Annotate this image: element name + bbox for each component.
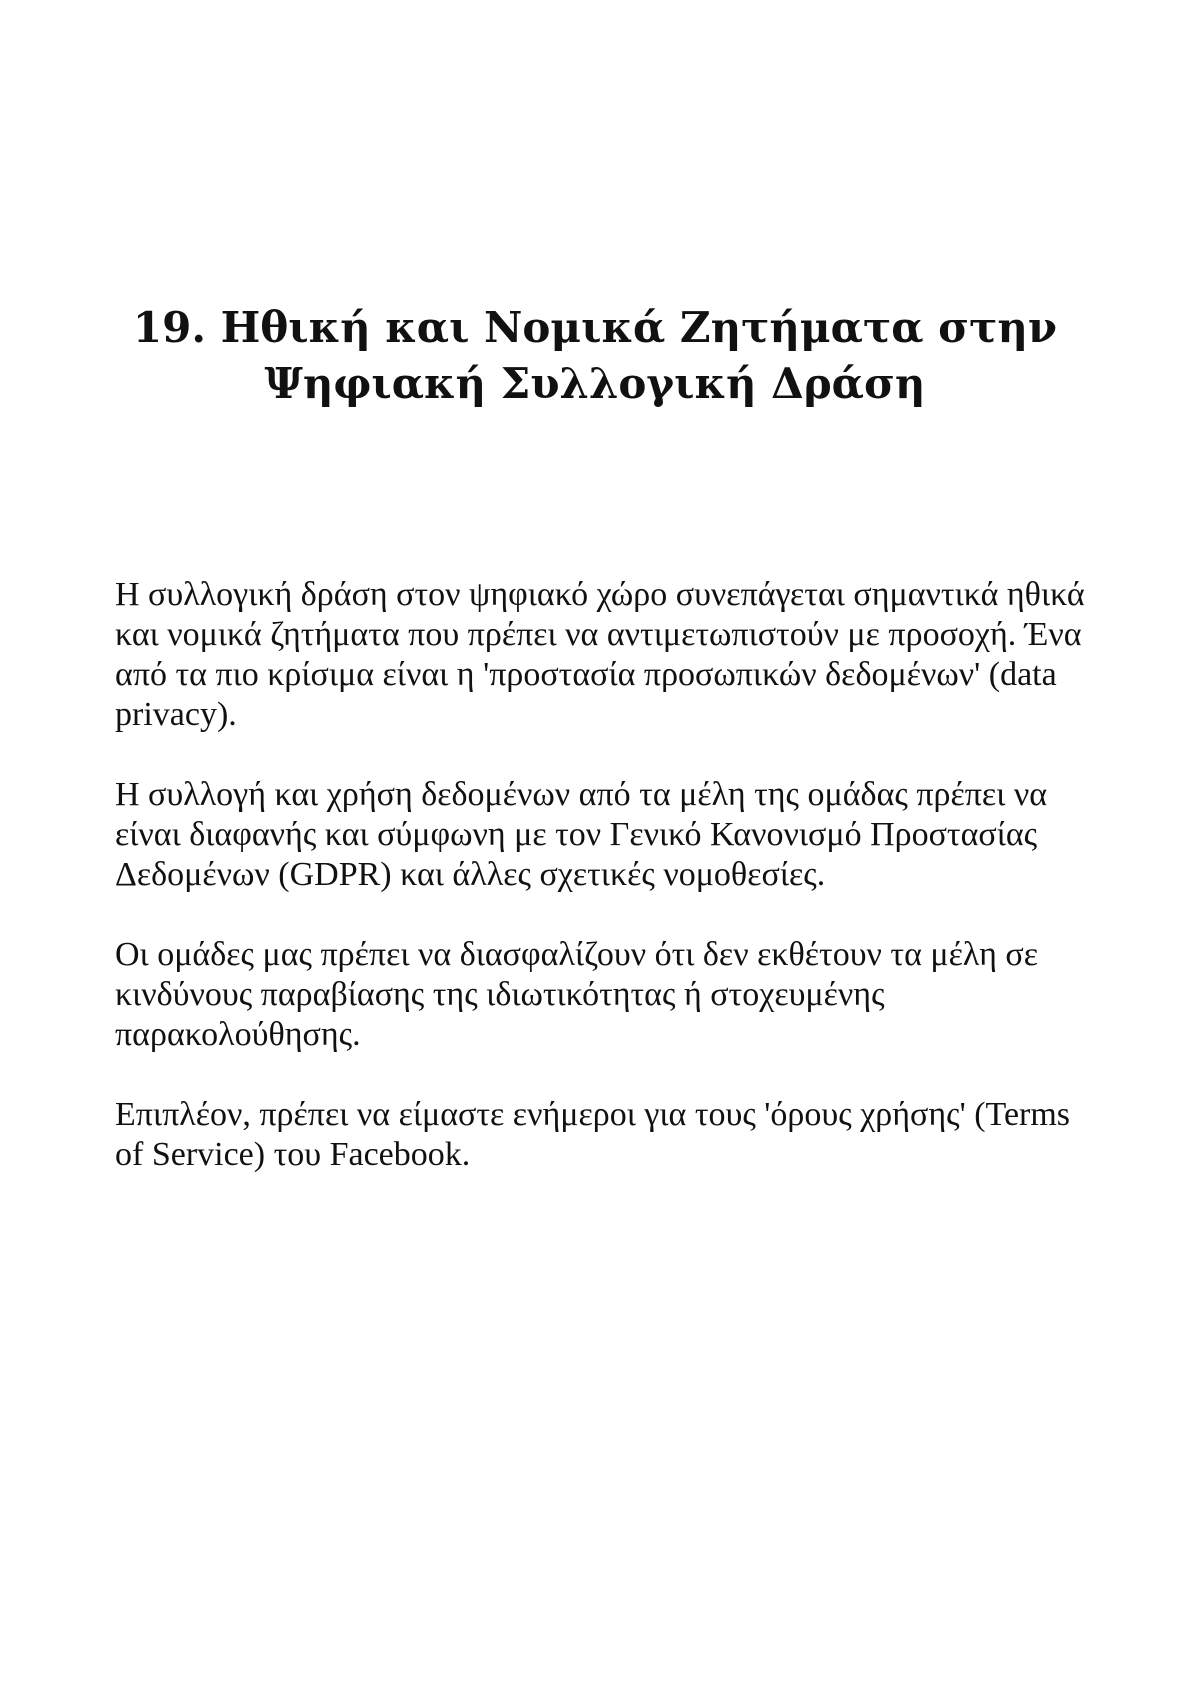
paragraph-1: Η συλλογική δράση στον ψηφιακό χώρο συνεπάγεται σημαντικά ηθικά και νομικά ζητήματα που πρέπει να αντιμετωπιστούν με προσοχή. Ένα από τα πιο κρίσιμα είναι η 'προστασία προσωπικών δεδομένων' (data privacy).: [115, 576, 1085, 733]
paragraph-2: Η συλλογή και χρήση δεδομένων από τα μέλη της ομάδας πρέπει να είναι διαφανής και σύμφωνη με τον Γενικό Κανονισμό Προστασίας Δεδομένων (GDPR) και άλλες σχετικές νομοθεσίες.: [115, 776, 1048, 893]
chapter-body: [115, 575, 1095, 1215]
chapter-title: 19. Ηθική και Νομικά Ζητήματα στην Ψηφιακή Συλλογική Δράση: [132, 303, 1058, 408]
paragraph-4: Επιπλέον, πρέπει να είμαστε ενήμεροι για τους 'όρους χρήσης' (Terms of Service) του Facebook.: [115, 1096, 1071, 1173]
paragraph-3: Οι ομάδες μας πρέπει να διασφαλίζουν ότι δεν εκθέτουν τα μέλη σε κινδύνους παραβίασης της ιδιωτικότητας ή στοχευμένης παρακολούθησης.: [115, 936, 1038, 1053]
